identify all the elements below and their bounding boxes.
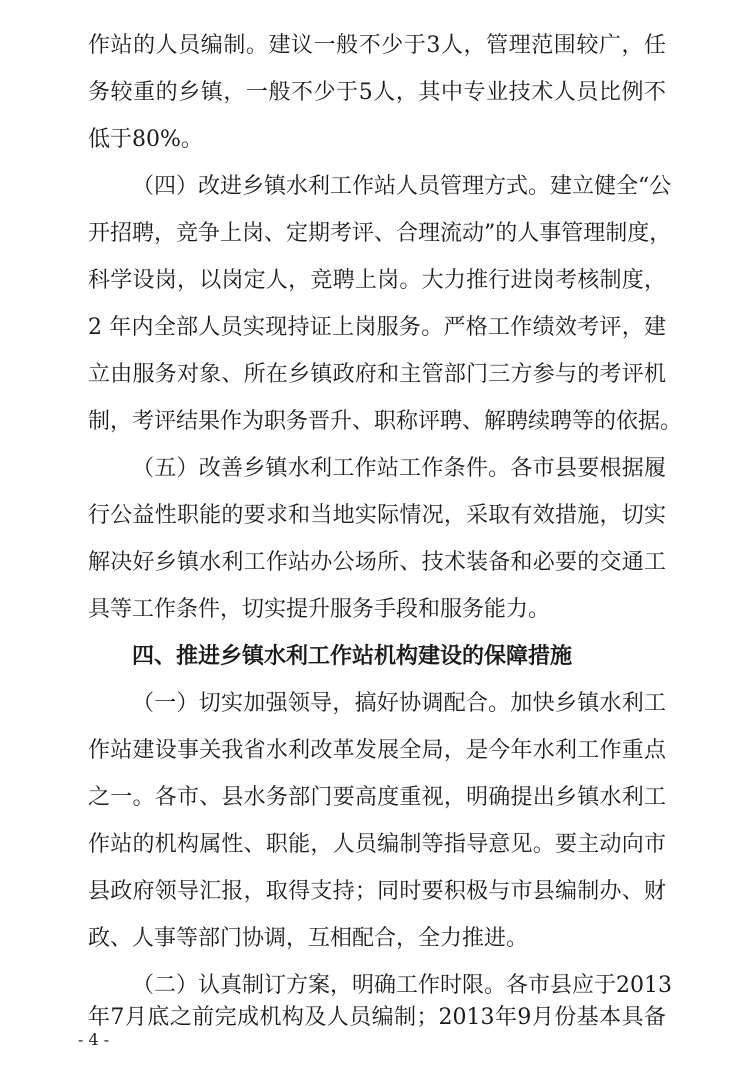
paragraph-heading-line: （一）切实加强领导，搞好协调配合。加快乡镇水利工 (132, 691, 666, 716)
paragraph-heading-line: （二）认真制订方案，明确工作时限。各市县应于2013 (132, 973, 672, 998)
paragraph-heading-line: （五）改善乡镇水利工作站工作条件。各市县要根据履 (132, 456, 666, 481)
text-line: 开招聘，竞争上岗、定期考评、合理流动”的人事管理制度， (88, 221, 672, 246)
text-line: 作站的人员编制。建议一般不少于3人，管理范围较广，任 (88, 33, 666, 58)
paragraph-heading-line: （四）改进乡镇水利工作站人员管理方式。建立健全“公 (132, 174, 672, 199)
text-line: 作站建设事关我省水利改革发展全局，是今年水利工作重点 (88, 738, 666, 763)
text-line: 行公益性职能的要求和当地实际情况，采取有效措施，切实 (88, 503, 666, 528)
text-line: 2 年内全部人员实现持证上岗服务。严格工作绩效考评，建 (88, 315, 666, 340)
text-line: 低于80%。 (88, 127, 203, 152)
section-heading: 四、推进乡镇水利工作站机构建设的保障措施 (132, 644, 573, 669)
page-number: - 4 - (78, 1030, 110, 1049)
text-line: 政、人事等部门协调，互相配合，全力推进。 (88, 926, 529, 951)
text-line: 县政府领导汇报，取得支持；同时要积极与市县编制办、财 (88, 879, 666, 904)
text-line: 科学设岗，以岗定人，竞聘上岗。大力推行进岗考核制度， (88, 268, 666, 293)
text-line: 之一。各市、县水务部门要高度重视，明确提出乡镇水利工 (88, 785, 666, 810)
text-line: 作站的机构属性、职能，人员编制等指导意见。要主动向市 (88, 832, 666, 857)
text-line: 立由服务对象、所在乡镇政府和主管部门三方参与的考评机 (88, 362, 666, 387)
text-line: 具等工作条件，切实提升服务手段和服务能力。 (88, 597, 551, 622)
text-line: 解决好乡镇水利工作站办公场所、技术装备和必要的交通工 (88, 550, 666, 575)
text-line: 制，考评结果作为职务晋升、职称评聘、解聘续聘等的依据。 (88, 409, 683, 434)
text-line: 年7月底之前完成机构及人员编制；2013年9月份基本具备 (88, 1005, 666, 1030)
text-line: 务较重的乡镇，一般不少于5人，其中专业技术人员比例不 (88, 80, 666, 105)
